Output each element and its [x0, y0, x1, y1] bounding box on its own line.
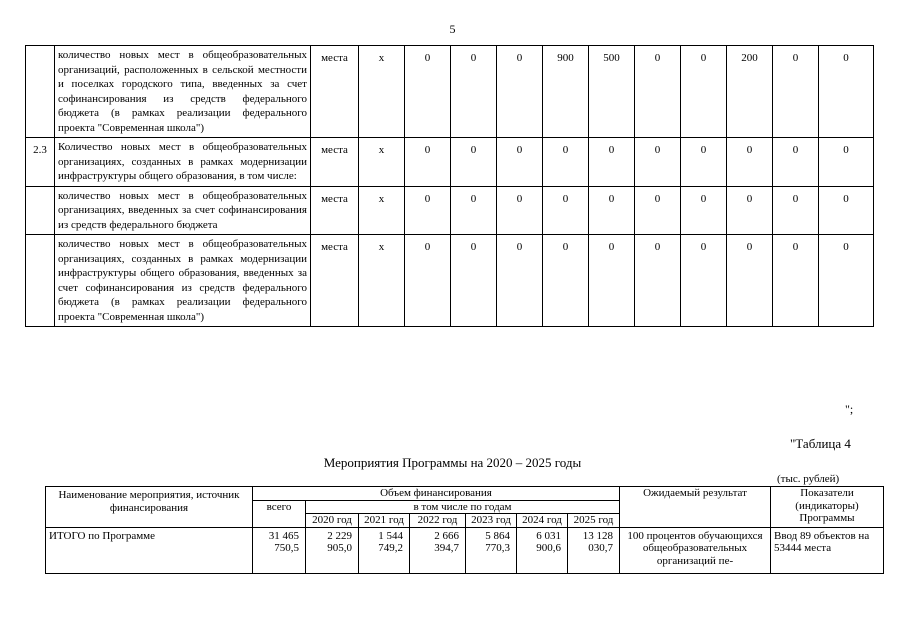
indicator-row [26, 46, 874, 138]
row-value: x [359, 138, 405, 187]
row-name: Количество новых мест в общеобразовательных организациях, созданных в рамках модернизации инфраструктуры общего образования, в том числе: [55, 138, 311, 187]
page-number: 5 [449, 22, 456, 36]
row-value: 0 [589, 138, 635, 187]
row-year-value: 2 666 394,7 [410, 527, 466, 573]
row-value: 0 [819, 138, 874, 187]
row-name: количество новых мест в общеобразовательных организациях, созданных в рамках модернизации инфраструктуры общего образования, введенных за счет софинансирования из средств федерального бюджета (в рамках реализации федерального проекта "Современная школа") [55, 235, 311, 327]
row-year-value: 2 229 905,0 [306, 527, 359, 573]
row-value: 0 [635, 186, 681, 235]
indicator-row [26, 138, 874, 187]
row-value: 0 [819, 46, 874, 138]
row-value: 500 [589, 46, 635, 138]
header-year: 2023 год [466, 514, 517, 528]
table-label: "Таблица 4 [790, 436, 851, 451]
indicator-row [26, 186, 874, 235]
indicators-table-body [26, 46, 874, 327]
row-value: 0 [773, 46, 819, 138]
row-value: 0 [451, 186, 497, 235]
row-value: 0 [543, 186, 589, 235]
row-value: 0 [819, 235, 874, 327]
row-unit: места [311, 46, 359, 138]
row-indicators: Ввод 89 объектов на 53444 места [771, 527, 884, 573]
row-value: x [359, 235, 405, 327]
row-value: 0 [589, 235, 635, 327]
row-unit: места [311, 138, 359, 187]
row-value: 0 [635, 235, 681, 327]
row-value: 0 [405, 186, 451, 235]
header-year: 2020 год [306, 514, 359, 528]
row-index [26, 235, 55, 327]
unit-note: (тыс. рублей) [777, 473, 840, 485]
row-value: 0 [681, 235, 727, 327]
header-total: всего [253, 500, 306, 527]
row-value: 0 [635, 46, 681, 138]
row-year-value: 1 544 749,2 [359, 527, 410, 573]
header-year: 2024 год [517, 514, 568, 528]
row-value: 0 [727, 186, 773, 235]
header-result: Ожидаемый результат [620, 487, 771, 528]
header-indicators: Показатели (индикаторы) Программы [771, 487, 884, 528]
row-name: ИТОГО по Программе [46, 527, 253, 573]
row-value: 0 [773, 235, 819, 327]
row-year-value: 13 128 030,7 [568, 527, 620, 573]
row-year-value: 6 031 900,6 [517, 527, 568, 573]
header-name: Наименование мероприятия, источник финансирования [46, 487, 253, 528]
table-title: Мероприятия Программы на 2020 – 2025 годы [323, 455, 582, 470]
row-value: 0 [451, 138, 497, 187]
row-value: 0 [405, 46, 451, 138]
row-value: 0 [497, 46, 543, 138]
row-value: 900 [543, 46, 589, 138]
program-measures-table [45, 486, 884, 574]
row-name: количество новых мест в общеобразовательных организаций, расположенных в сельской местности и поселках городского типа, введенных за счет софинансирования из средств федерального бюджета (в рамках реализации федерального проекта "Современная школа") [55, 46, 311, 138]
row-value: 0 [451, 46, 497, 138]
row-year-value: 5 864 770,3 [466, 527, 517, 573]
row-value: 0 [405, 138, 451, 187]
row-result: 100 процентов обучающихся общеобразовательных организаций пе- [620, 527, 771, 573]
row-value: 0 [497, 138, 543, 187]
row-value: 0 [681, 186, 727, 235]
row-value: 0 [405, 235, 451, 327]
closing-quote: "; [845, 402, 854, 416]
row-value: 0 [681, 138, 727, 187]
row-value: 0 [497, 186, 543, 235]
row-unit: места [311, 235, 359, 327]
row-value: x [359, 46, 405, 138]
row-value: 0 [543, 138, 589, 187]
indicators-table [25, 45, 874, 327]
row-name: количество новых мест в общеобразовательных организациях, введенных за счет софинансирования из средств федерального бюджета [55, 186, 311, 235]
row-value: 0 [635, 138, 681, 187]
row-value: 0 [819, 186, 874, 235]
row-value: 0 [727, 138, 773, 187]
header-by-years: в том числе по годам [306, 500, 620, 514]
row-value: 0 [681, 46, 727, 138]
row-value: 0 [497, 235, 543, 327]
indicator-row [26, 235, 874, 327]
header-year: 2021 год [359, 514, 410, 528]
row-value: 0 [773, 186, 819, 235]
row-total: 31 465 750,5 [253, 527, 306, 573]
header-year: 2025 год [568, 514, 620, 528]
header-volume: Объем финансирования [253, 487, 620, 501]
header-year: 2022 год [410, 514, 466, 528]
row-value: 0 [589, 186, 635, 235]
row-value: 200 [727, 46, 773, 138]
row-index [26, 186, 55, 235]
row-value: 0 [773, 138, 819, 187]
row-value: x [359, 186, 405, 235]
row-value: 0 [727, 235, 773, 327]
row-unit: места [311, 186, 359, 235]
row-index [26, 46, 55, 138]
row-index: 2.3 [26, 138, 55, 187]
row-value: 0 [543, 235, 589, 327]
row-value: 0 [451, 235, 497, 327]
